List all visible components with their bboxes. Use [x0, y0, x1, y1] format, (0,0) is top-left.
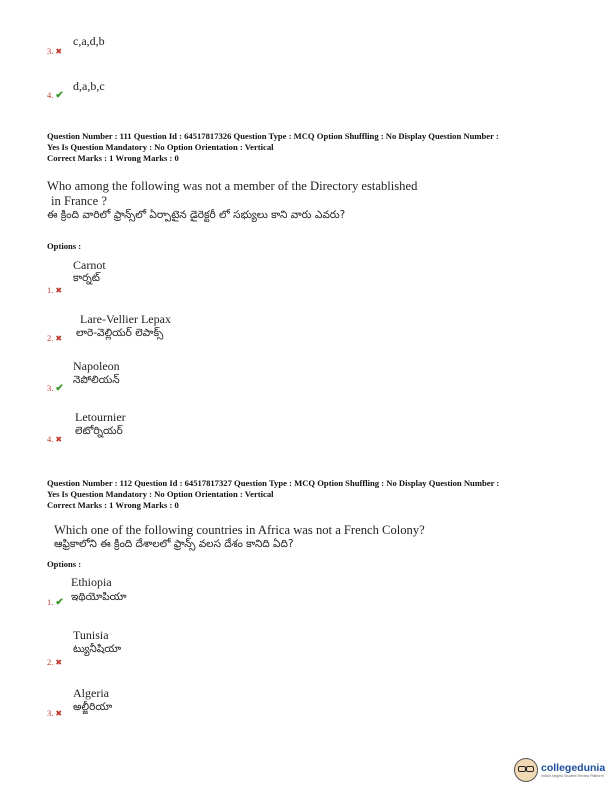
- brand-tagline: India's largest Student Review Platform: [541, 774, 604, 778]
- option-text-en: Carnot: [73, 258, 106, 272]
- options-label: Options :: [47, 559, 82, 569]
- wrong-mark-icon: ✖: [55, 709, 63, 718]
- option-text-en: Algeria: [73, 686, 109, 700]
- option-number: 3.: [47, 708, 54, 718]
- option-number: 2.: [47, 657, 54, 667]
- option-text-te: కార్నట్: [73, 272, 100, 284]
- option-text-te: లారె-వెల్లియర్ లెపాక్స్: [76, 327, 164, 339]
- question-text-te: ఈ క్రింది వారిలో ఫ్రాన్స్‌లో ఏర్పాటైన డైరెక్టరీ లో సభ్యులు కాని వారు ఎవరు?: [47, 209, 346, 221]
- question-text-en-cont: in France ?: [51, 194, 107, 208]
- option-number: 3.: [47, 383, 54, 393]
- wrong-mark-icon: ✖: [55, 334, 63, 343]
- brand-name: collegedunia: [541, 762, 606, 774]
- question-text-en: Who among the following was not a member of the Directory established: [47, 179, 418, 193]
- wrong-mark-icon: ✖: [55, 658, 63, 667]
- options-label: Options :: [47, 241, 82, 251]
- mascot-avatar-icon: [514, 758, 538, 782]
- option-text-te: ట్యునీషియా: [73, 643, 122, 655]
- option-text-en: Tunisia: [73, 628, 109, 642]
- option-text-en: Napoleon: [73, 359, 120, 373]
- option-number: 3.: [47, 46, 54, 56]
- option-text-en: Lare-Vellier Lepax: [80, 312, 171, 326]
- option-number: 1.: [47, 597, 54, 607]
- wrong-mark-icon: ✖: [55, 47, 63, 56]
- option-number: 4.: [47, 434, 54, 444]
- question-meta: Question Number : 111 Question Id : 64517817326 Question Type : MCQ Option Shuffling : No Display Question Number : Yes Is Question Mandatory : No Option Orientation : Vertical Correct Marks : 1 Wrong Marks : 0: [47, 131, 499, 164]
- collegedunia-logo: [514, 758, 605, 782]
- wrong-mark-icon: ✖: [55, 286, 63, 295]
- option-text-te: లెటోర్నియర్: [75, 425, 123, 437]
- option-number: 4.: [47, 90, 54, 100]
- option-text-en: Letournier: [75, 410, 126, 424]
- option-number: 2.: [47, 333, 54, 343]
- correct-check-icon: ✔: [55, 597, 64, 608]
- correct-check-icon: ✔: [55, 90, 64, 101]
- option-text-te: ఇథియోపియా: [71, 591, 127, 603]
- question-text-en: Which one of the following countries in Africa was not a French Colony?: [54, 523, 425, 537]
- wrong-mark-icon: ✖: [55, 435, 63, 444]
- option-text: c,a,d,b: [73, 34, 105, 48]
- option-text: d,a,b,c: [73, 79, 105, 93]
- option-text-te: నెపోలియన్: [73, 374, 120, 386]
- option-number: 1.: [47, 285, 54, 295]
- option-text-te: అల్జీరియా: [73, 701, 113, 713]
- option-text-en: Ethiopia: [71, 575, 112, 589]
- question-text-te: ఆఫ్రికాలోని ఈ క్రింది దేశాలలో ఫ్రాన్స్ వలస దేశం కానిది ఏది?: [54, 538, 294, 550]
- correct-check-icon: ✔: [55, 383, 64, 394]
- question-meta: Question Number : 112 Question Id : 64517817327 Question Type : MCQ Option Shuffling : No Display Question Number : Yes Is Question Mandatory : No Option Orientation : Vertical Correct Marks : 1 Wrong Marks : 0: [47, 478, 500, 511]
